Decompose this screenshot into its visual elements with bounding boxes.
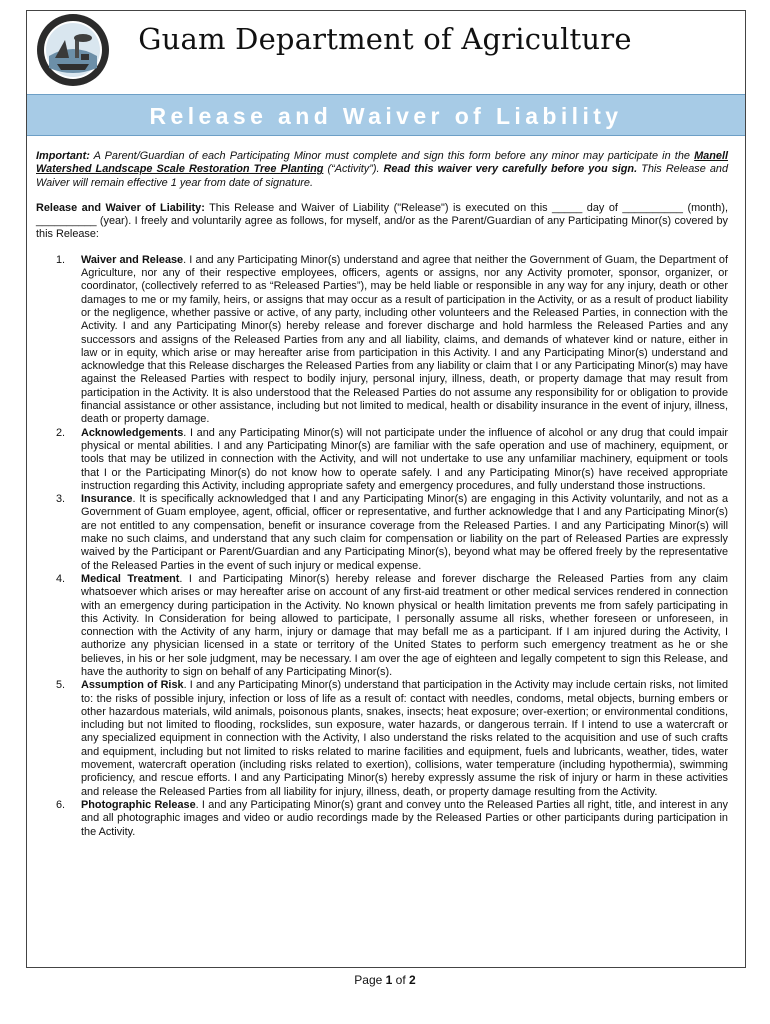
section-acknowledgements [36, 427, 728, 493]
total-pages: 2 [409, 973, 416, 987]
page-footer [0, 973, 770, 987]
section-heading: Waiver and Release [81, 253, 184, 266]
section-number: 5. [56, 679, 66, 692]
agency-title: Guam Department of Agriculture [138, 22, 632, 56]
of-word: of [392, 973, 410, 987]
important-notice [36, 150, 728, 190]
important-text-end: This Release and Waiver will remain effective 1 year from date of signature. [36, 163, 729, 189]
important-text-before: A Parent/Guardian of each Participating Minor must complete and sign this form before any minor may participate in the [89, 150, 695, 162]
form-title: Release and Waiver of Liability [149, 103, 623, 129]
intro-label: Release and Waiver of Liability: [36, 201, 205, 214]
section-heading: Photographic Release [81, 798, 196, 811]
important-text-after: (“Activity”). [323, 163, 384, 176]
form-title-bar [27, 94, 745, 136]
intro-text: This Release and Waiver of Liability ("Release") is executed on this _____ day of __________ (month), __________ (year). I freely and voluntarily agree as follows, for myself, and/or as the Parent/Guardian of any Participating Minor(s) covered by this Release: [36, 201, 728, 241]
section-text: . It is specifically acknowledged that I and any Participating Minor(s) are engaging in this Activity voluntarily, and not as a Government of Guam employee, agent, official, officer or representative, and further acknowledge that I and any Participating Minor(s) are not entitled to any compensation, benefit or insurance coverage from the Released Parties. I and any Participating Minor(s) will make no such claims, and understand that any such claim for compensation or liability on the part of Released Parties are expressly waived by the Participant or Parent/Guardian and any Participating Minor(s), beyond what may be offered freely by the representative of the Released Parties in the event of such injury or medical expense. [81, 493, 728, 572]
section-heading: Acknowledgements [81, 426, 184, 439]
section-number: 2. [56, 426, 66, 439]
section-text: . I and any Participating Minor(s) will not participate under the influence of alcohol or any drug that could impair physical or mental abilities. I and any Participating Minor(s) are familiar with the safe operation and use of machinery, equipment, or tools that may be utilized in connection with the Activity, and will not undertake to use any unfamiliar machinery, equipment or tools that I or the Participating Minor(s) do not know how to operate safely. I and any Participating Minor(s) have received appropriate instruction regarding this Activity, including appropriate safety and emergency procedures, and fully understand those instructions. [81, 426, 728, 492]
waiver-body [36, 150, 728, 839]
important-label: Important: [36, 150, 90, 162]
section-photographic-release [36, 799, 728, 839]
activity-name: Manell Watershed Landscape Scale Restoration Tree Planting [36, 150, 728, 176]
waiver-sections [36, 254, 728, 839]
release-intro [36, 202, 728, 242]
section-heading: Medical Treatment [81, 572, 180, 585]
section-number: 3. [56, 493, 66, 506]
important-bold-sentence: Read this waiver very carefully before you sign. [383, 163, 638, 176]
section-heading: Assumption of Risk [81, 679, 184, 692]
section-assumption-of-risk [36, 679, 728, 799]
section-number: 4. [56, 572, 66, 585]
section-text: . I and any Participating Minor(s) understand that participation in the Activity may include certain risks, not limited to: the risks of possible injury, infection or loss of life as a result of: contact with needles, condoms, metal objects, burning embers or other hazardous materials, wild animals, poisonous plants, snakes, insects; heat exposure; over-exertion; or environmental conditions, including but not limited to flooding, rockslides, sun exposure, water hazards, or dangerous terrain. If I intend to use a watercraft or any specialized equipment in connection with the Activity, I also understand the risks related to the acquisition and use of such crafts and equipment, including but not limited to risks related to marine facilities and equipment, fuels and lubricants, weather, tides, water movement, watercraft operation (including risks related to exertion), collisions, water temperature (including hypothermia), swimming proficiency, and rescue efforts. I and any Participating Minor(s) hereby expressly assume the risk of injury or harm in these activities and release the Released Parties from all liability for injury, illness, death, or property damage resulting from the Activity. [81, 679, 728, 798]
section-number: 6. [56, 798, 66, 811]
section-waiver-and-release [36, 254, 728, 427]
section-insurance [36, 493, 728, 573]
section-text: . I and any Participating Minor(s) understand and agree that neither the Government of Guam, the Department of Agriculture, nor any of their respective employees, officers, agents or assigns, nor any Activity promoter, sponsor, organizer, or coordinator, (collectively referred to as “Released Parties”), may be held liable or responsible in any way for any injury, death or other damages to me or my family, heirs, or assigns that may occur as a result of participation in the Activity, or as a result of product liability or the negligence, whether passive or active, of any party, including other volunteers and the Released Parties, in connection with the Activity. I and any Participating Minor(s) hereby release and forever discharge and hold harmless the Released Parties and any successors and assigns of the Released Parties from any and all liability, claims, and demands of whatever kind or nature, either in law or in equity, which arise or may hereafter arise from participation in this Activity. I and any Participating Minor(s) understand and acknowledge that this Release discharges the Released Parties from any liability or claim that I or any Participating Minor(s) may have against the Released Parties with respect to bodily injury, personal injury, illness, death, or property damage that may result from participation in the Activity. It is also understood that the Released Parties do not assume any responsibility for or obligation to provide financial assistance or other assistance, including but not limited to medical, health or disability insurance in the event of injury, illness, death or property damage. [81, 253, 728, 426]
section-number: 1. [56, 253, 66, 266]
section-heading: Insurance [81, 493, 133, 506]
section-text: . I and any Participating Minor(s) grant and convey unto the Released Parties all right, title, and interest in any and all photographic images and video or audio recordings made by the Released Parties or other participants during participation in the Activity. [81, 798, 728, 838]
section-medical-treatment [36, 573, 728, 679]
section-text: . I and Participating Minor(s) hereby release and forever discharge the Released Parties from any claim whatsoever which arises or may hereafter arise on account of any first-aid treatment or other medical services rendered in connection with an emergency during participation in the Activity. No known physical or health limitation prevents me from safely participating in this Activity. In Consideration for being allowed to participate, I personally assume all risks, whether foreseen or unforeseen, in connection with the Activity of any harm, injury or damage that may befall me as a participant. If I am injured during the Activity, I authorize any physician licensed in a state or territory of the United States to perform such emergency treatment as he or she believes, in his or her sole judgment, may be necessary. I am over the age of eighteen and legally competent to sign this Release, and have the authority to sign on behalf of any Participating Minor(s). [81, 572, 728, 678]
page-word: Page [354, 973, 386, 987]
current-page: 1 [385, 973, 393, 987]
